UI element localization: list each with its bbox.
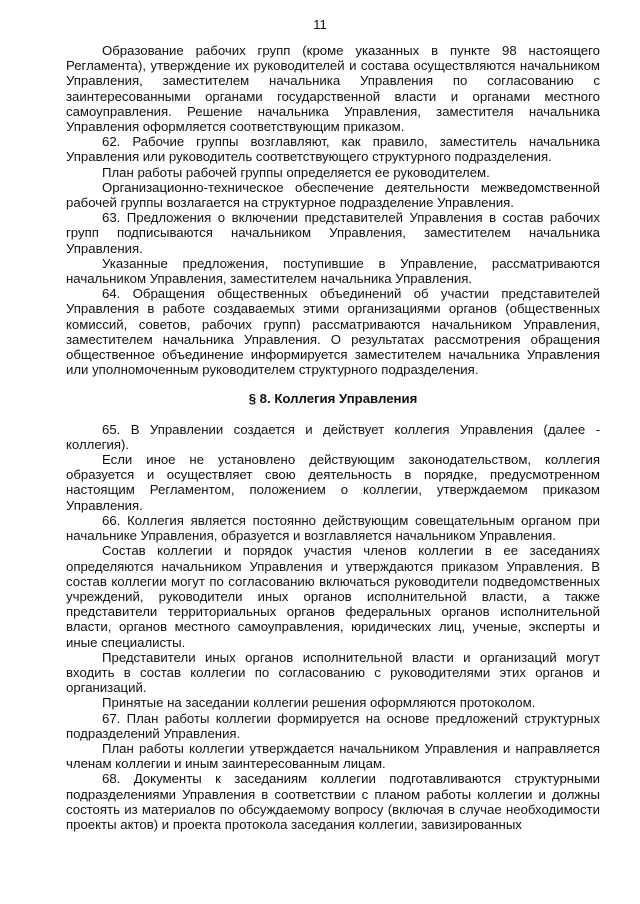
paragraph: 65. В Управлении создается и действует коллегия Управления (далее - коллегия).: [66, 421, 600, 452]
paragraph: Представители иных органов исполнительной власти и организаций могут входить в состав коллегии по согласованию с руководителями этих органов и организаций.: [66, 649, 600, 696]
document-body: [66, 43, 600, 832]
paragraph: Принятые на заседании коллегии решения оформляются протоколом.: [102, 695, 536, 711]
paragraph: 66. Коллегия является постоянно действующим совещательным органом при начальнике Управления, образуется и возглавляется начальником Управления.: [66, 512, 600, 544]
paragraph: 63. Предложения о включении представителей Управления в состав рабочих групп подписываются начальником Управления, заместителем начальника Управления.: [66, 210, 600, 256]
paragraph: Образование рабочих групп (кроме указанных в пункте 98 настоящего Регламента), утверждение их руководителей и состава осуществляются начальником Управления, заместителем начальника Управления по согласованию с заинтересованными органами государственной власти и органами местного самоуправления. Решение начальника Управления, заместителя начальника Управления оформляется соответствующим приказом.: [66, 43, 600, 135]
page-number: 11: [313, 17, 327, 32]
section-heading: § 8. Коллегия Управления: [248, 391, 418, 407]
paragraph: 67. План работы коллегии формируется на основе предложений структурных подразделений Управления.: [66, 710, 600, 741]
paragraph: 62. Рабочие группы возглавляют, как правило, заместитель начальника Управления или руководитель соответствующего структурного подразделения.: [66, 134, 600, 165]
paragraph: Организационно-техническое обеспечение деятельности межведомственной рабочей группы возлагается на структурное подразделение Управления.: [66, 179, 600, 211]
paragraph: Если иное не установлено действующим законодательством, коллегия образуется и осуществляет свою деятельность в порядке, предусмотренном настоящим Регламентом, положением о коллегии, утверждаемом приказом Управления.: [66, 452, 600, 513]
paragraph: Состав коллегии и порядок участия членов коллегии в ее заседаниях определяются начальником Управления и утверждаются приказом Управления. В состав коллегии могут по согласованию включаться руководители подведомственных учреждений, руководители иных органов исполнительной власти, а также представители территориальных органов федеральных органов исполнительной власти, органов местного самоуправления, юридических лиц, ученые, эксперты и иные специалисты.: [66, 543, 600, 650]
paragraph: 68. Документы к заседаниям коллегии подготавливаются структурными подразделениями Управления в соответствии с планом работы коллегии и должны состоять из материалов по обсуждаемому вопросу (включая в случае необходимости проекты актов) и проекта протокола заседания коллегии, завизированных: [66, 771, 600, 832]
paragraph: Указанные предложения, поступившие в Управление, рассматриваются начальником Управления, заместителем начальника Управления.: [66, 255, 600, 287]
paragraph: План работы рабочей группы определяется ее руководителем.: [102, 164, 490, 180]
paragraph: План работы коллегии утверждается начальником Управления и направляется членам коллегии и иным заинтересованным лицам.: [66, 740, 600, 772]
paragraph: 64. Обращения общественных объединений об участии представителей Управления в работе создаваемых этими организациями органов (общественных комиссий, советов, рабочих групп) рассматриваются начальником Управления, заместителем начальника Управления. О результатах рассмотрения обращения общественное объединение информируется заместителем начальника Управления или уполномоченным руководителем структурного подразделения.: [66, 286, 600, 378]
